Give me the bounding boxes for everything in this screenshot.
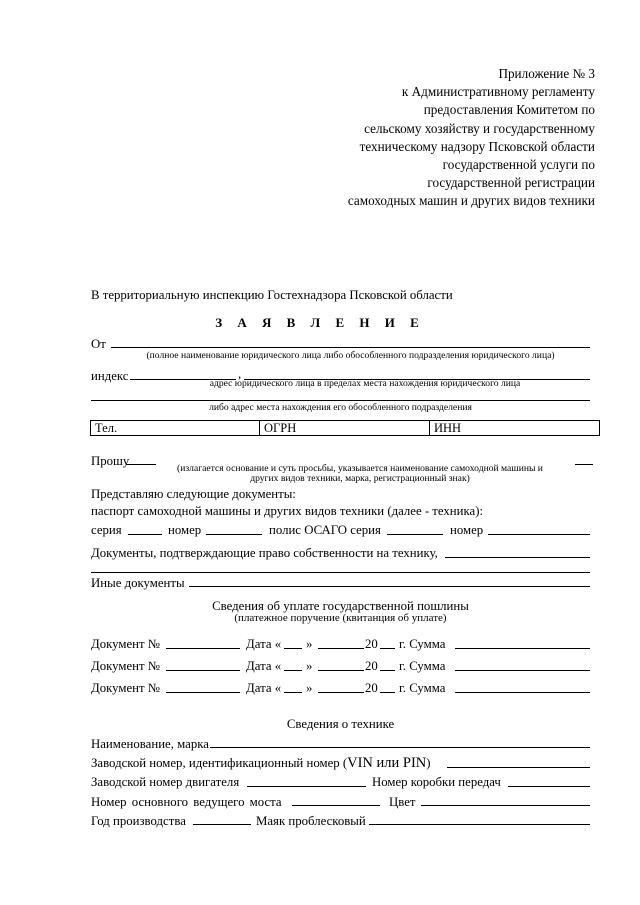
year-label: Год производства bbox=[91, 814, 186, 828]
payment-sum-label: г. Сумма bbox=[399, 637, 446, 651]
payment-month-field[interactable] bbox=[318, 692, 364, 693]
from-label: От bbox=[91, 337, 106, 351]
appendix-line: самоходных машин и других видов техники bbox=[347, 193, 595, 209]
serial-vin-label bbox=[91, 755, 431, 771]
index-comma: , bbox=[238, 367, 242, 381]
osago-number-label: номер bbox=[450, 523, 484, 537]
appendix-line: техническому надзору Псковской области bbox=[359, 138, 595, 154]
payment-sum-field[interactable] bbox=[455, 648, 590, 649]
payment-doc-label: Документ № bbox=[91, 637, 161, 651]
appendix-line: сельскому хозяйству и государственному bbox=[364, 120, 595, 136]
addressee: В территориальную инспекцию Гостехнадзора Псковской области bbox=[91, 288, 453, 302]
payment-doc-field[interactable] bbox=[166, 692, 240, 693]
other-documents-label: Иные документы bbox=[91, 576, 185, 590]
payment-year-field[interactable] bbox=[380, 648, 395, 649]
engine-label: Заводской номер двигателя bbox=[91, 775, 240, 789]
phone-cell[interactable]: Тел. bbox=[91, 421, 260, 435]
beacon-field[interactable] bbox=[369, 824, 590, 825]
other-documents-field[interactable] bbox=[189, 586, 590, 587]
engine-field[interactable] bbox=[247, 786, 366, 787]
serial-vin-big: VIN или PIN bbox=[347, 755, 427, 771]
color-label: Цвет bbox=[389, 795, 416, 809]
axle-field[interactable] bbox=[292, 805, 380, 806]
branch-caption: либо адрес места нахождения его обособленного подразделения bbox=[209, 402, 472, 413]
branch-address-field[interactable] bbox=[91, 400, 590, 401]
name-brand-label: Наименование, марка bbox=[91, 737, 209, 751]
payment-date-label: Дата « bbox=[246, 659, 282, 673]
payment-sum-label: г. Сумма bbox=[399, 681, 446, 695]
payment-title: Сведения об уплате государственной пошлины bbox=[212, 599, 469, 613]
appendix-line: предоставления Комитетом по bbox=[423, 102, 595, 118]
index-label: индекс bbox=[91, 369, 129, 383]
contacts-table bbox=[90, 420, 600, 436]
number-label: номер bbox=[168, 523, 202, 537]
payment-date-label: Дата « bbox=[246, 681, 282, 695]
beacon-label: Маяк проблесковый bbox=[256, 814, 366, 828]
payment-day-field[interactable] bbox=[284, 692, 302, 693]
payment-doc-label: Документ № bbox=[91, 659, 161, 673]
payment-sum-label: г. Сумма bbox=[399, 659, 446, 673]
appendix-line: государственной регистрации bbox=[427, 175, 595, 191]
gearbox-field[interactable] bbox=[508, 786, 590, 787]
passport-label: паспорт самоходной машины и других видов техники (далее - техника): bbox=[91, 504, 484, 518]
vehicle-title: Сведения о технике bbox=[286, 717, 395, 731]
series-field[interactable] bbox=[128, 534, 162, 535]
ownership-label: Документы, подтверждающие право собственности на технику, bbox=[91, 546, 438, 560]
documents-intro: Представляю следующие документы: bbox=[91, 487, 296, 501]
number-field[interactable] bbox=[206, 534, 262, 535]
appendix-line: государственной услуги по bbox=[442, 157, 595, 173]
from-field[interactable] bbox=[111, 347, 590, 348]
payment-quote: » bbox=[306, 637, 313, 651]
payment-month-field[interactable] bbox=[318, 670, 364, 671]
serial-vin-suffix: ) bbox=[426, 756, 431, 770]
ownership-field-2[interactable] bbox=[91, 572, 590, 573]
payment-doc-field[interactable] bbox=[166, 648, 240, 649]
payment-doc-label: Документ № bbox=[91, 681, 161, 695]
osago-series-field[interactable] bbox=[387, 534, 443, 535]
payment-doc-field[interactable] bbox=[166, 670, 240, 671]
payment-year-field[interactable] bbox=[380, 692, 395, 693]
payment-sum-field[interactable] bbox=[455, 692, 590, 693]
payment-year-field[interactable] bbox=[380, 670, 395, 671]
payment-subtitle: (платежное поручение (квитанция об уплате) bbox=[234, 612, 447, 624]
payment-year-prefix: 20 bbox=[365, 659, 378, 673]
appendix-line: Приложение № 3 bbox=[498, 66, 595, 81]
appendix-line: к Административному регламенту bbox=[401, 84, 595, 100]
payment-sum-field[interactable] bbox=[455, 670, 590, 671]
request-label: Прошу bbox=[91, 454, 130, 468]
appendix-header bbox=[348, 65, 595, 211]
inn-cell[interactable]: ИНН bbox=[434, 421, 462, 435]
request-caption-1: (излагается основание и суть просьбы, указывается наименование самоходной машины и bbox=[177, 463, 543, 474]
request-caption-2: других видов техники, марка, регистрационный знак) bbox=[250, 473, 470, 484]
document-title: З А Я В Л Е Н И Е bbox=[215, 315, 425, 330]
osago-number-field[interactable] bbox=[488, 534, 590, 535]
gearbox-label: Номер коробки передач bbox=[372, 775, 501, 789]
address-caption: адрес юридического лица в пределах места нахождения юридического лица bbox=[209, 378, 521, 389]
payment-year-prefix: 20 bbox=[365, 681, 378, 695]
osago-series-label: полис ОСАГО серия bbox=[269, 523, 381, 537]
series-label: серия bbox=[91, 523, 122, 537]
serial-vin-prefix: Заводской номер, идентификационный номер ( bbox=[91, 756, 348, 770]
from-caption: (полное наименование юридического лица либо обособленного подразделения юридического лица) bbox=[146, 350, 555, 361]
payment-day-field[interactable] bbox=[284, 648, 302, 649]
payment-day-field[interactable] bbox=[284, 670, 302, 671]
payment-date-label: Дата « bbox=[246, 637, 282, 651]
name-brand-field[interactable] bbox=[210, 747, 590, 748]
ownership-field[interactable] bbox=[445, 557, 590, 558]
payment-quote: » bbox=[306, 659, 313, 673]
color-field[interactable] bbox=[421, 805, 590, 806]
payment-year-prefix: 20 bbox=[365, 637, 378, 651]
serial-vin-field[interactable] bbox=[447, 767, 590, 768]
axle-label: Номер основного ведущего моста bbox=[91, 795, 282, 809]
year-field[interactable] bbox=[193, 824, 251, 825]
ogrn-cell[interactable]: ОГРН bbox=[260, 421, 430, 435]
payment-month-field[interactable] bbox=[318, 648, 364, 649]
payment-quote: » bbox=[306, 681, 313, 695]
